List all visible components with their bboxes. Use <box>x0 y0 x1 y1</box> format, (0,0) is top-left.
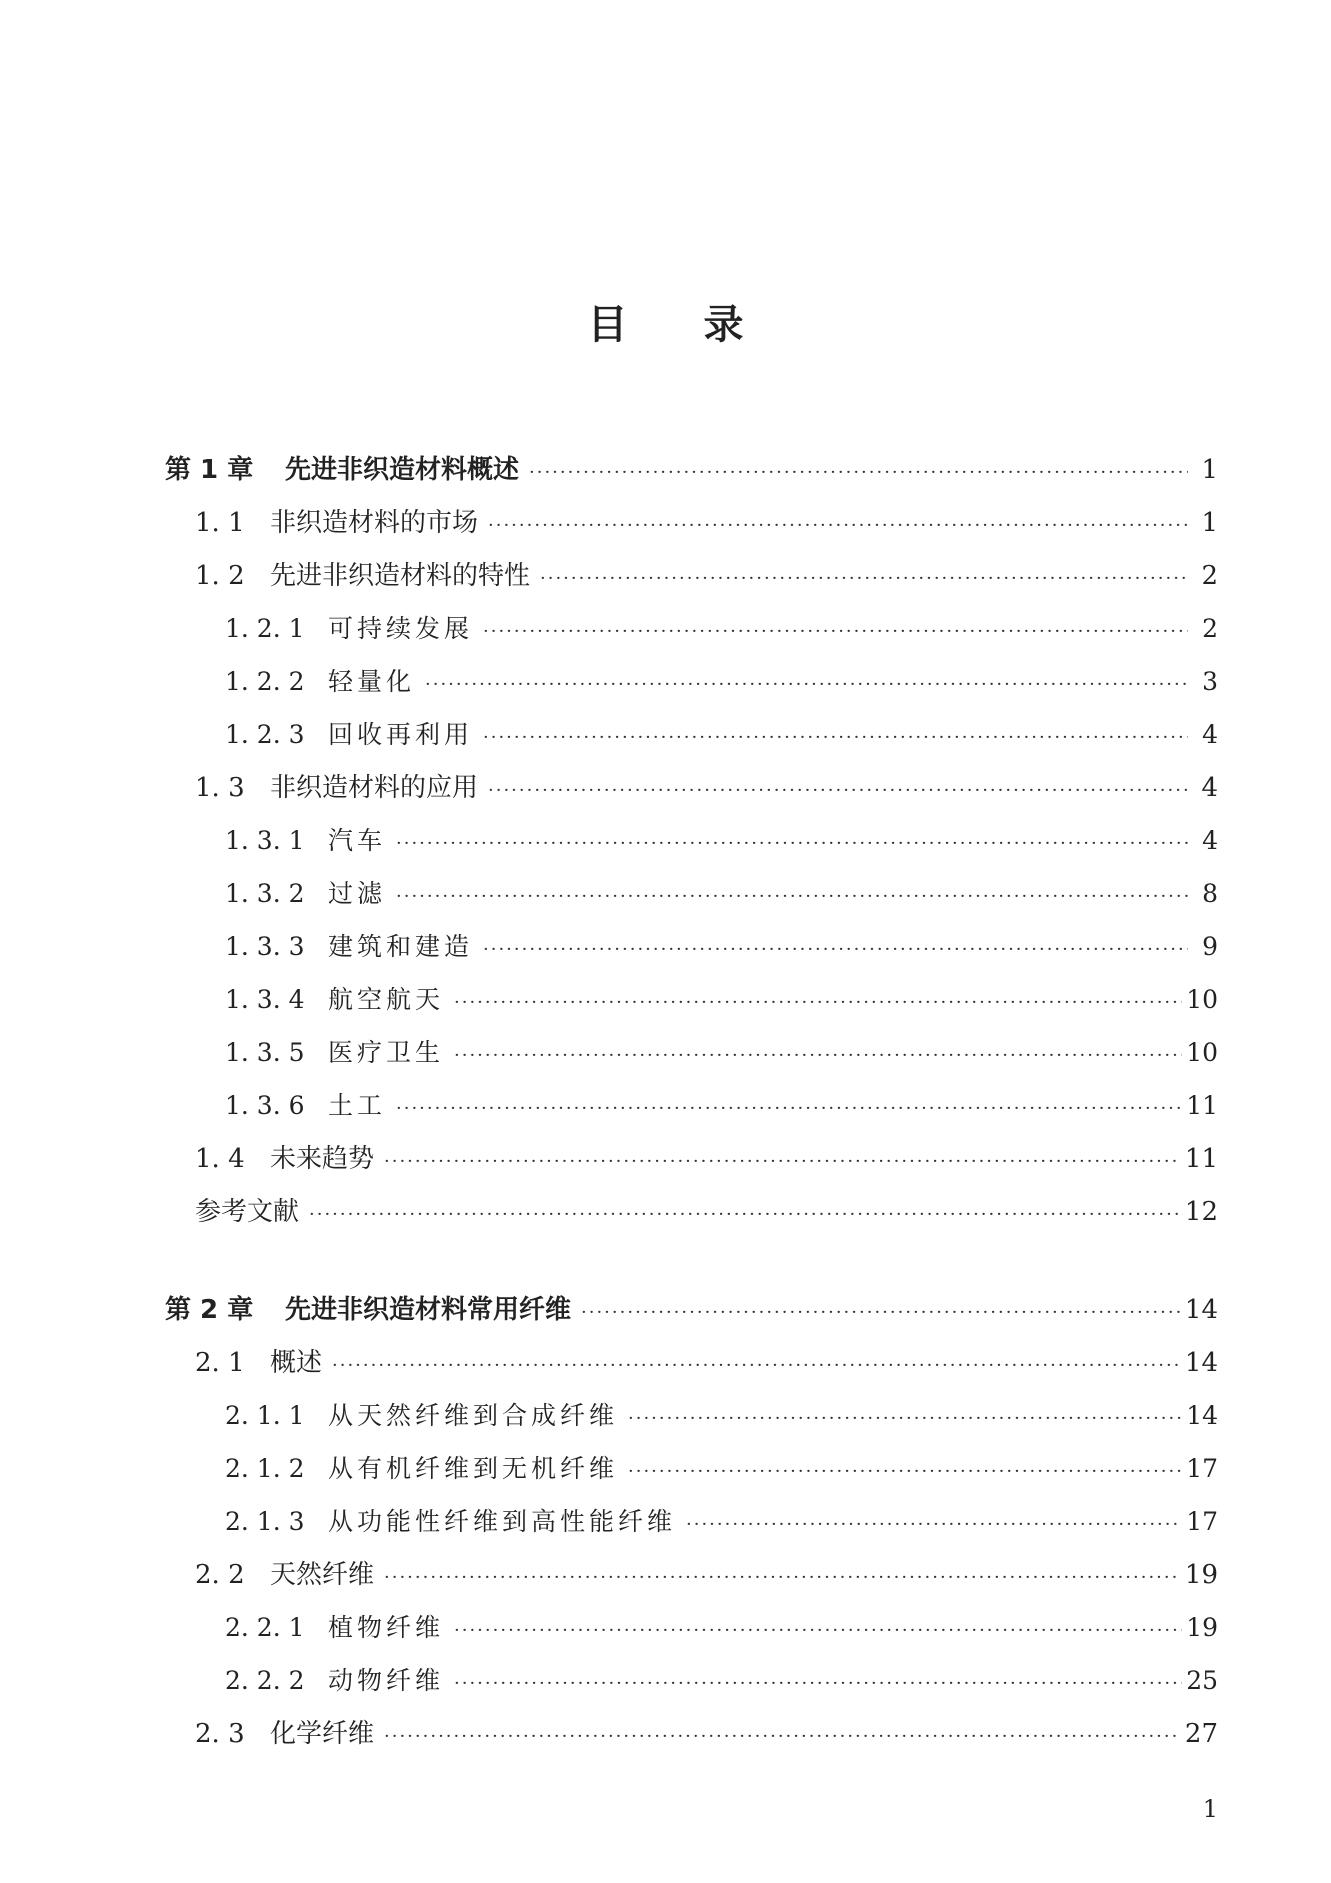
toc-label: 回收再利用 <box>328 720 474 749</box>
dot-leader <box>332 1346 1181 1386</box>
toc-number: 2. 2 <box>195 1560 245 1590</box>
toc-number: 1. 3. 6 <box>225 1091 305 1120</box>
toc-page: 9 <box>1202 932 1218 961</box>
toc-label: 天然纤维 <box>270 1560 375 1590</box>
toc-page: 19 <box>1186 1613 1218 1642</box>
toc-label: 动物纤维 <box>328 1666 445 1695</box>
dot-leader <box>628 1452 1182 1492</box>
toc-chapter-2[interactable] <box>165 1290 1218 1330</box>
toc-page: 11 <box>1184 1144 1218 1174</box>
page-title: 目录 <box>587 302 820 348</box>
toc-section-2-2[interactable] <box>195 1555 1218 1595</box>
toc-label: 先进非织造材料的特性 <box>270 561 531 591</box>
toc-section-1-2[interactable] <box>195 556 1218 596</box>
toc-subsection-1-3-1[interactable] <box>225 821 1218 861</box>
toc-subsection-1-2-1[interactable] <box>225 609 1218 649</box>
toc-number: 2. 3 <box>195 1719 245 1749</box>
toc-subsection-1-2-3[interactable] <box>225 715 1218 755</box>
toc-chapter-1[interactable] <box>165 450 1218 490</box>
dot-leader <box>384 1717 1181 1757</box>
toc-subsection-1-3-5[interactable] <box>225 1033 1218 1073</box>
toc-page: 11 <box>1186 1091 1218 1120</box>
toc-page: 10 <box>1186 985 1218 1014</box>
toc-label: 概述 <box>270 1348 323 1378</box>
toc-subsection-2-1-2[interactable] <box>225 1449 1218 1489</box>
dot-leader <box>529 453 1188 493</box>
toc-section-1-1[interactable] <box>195 503 1218 543</box>
dot-leader <box>581 1293 1181 1333</box>
toc-label: 从有机纤维到无机纤维 <box>328 1454 619 1483</box>
dot-leader <box>454 1664 1182 1704</box>
toc-label: 医疗卫生 <box>328 1038 445 1067</box>
toc-page: 8 <box>1202 879 1218 908</box>
toc-subsection-1-3-4[interactable] <box>225 980 1218 1020</box>
toc-label: 先进非织造材料概述 <box>285 455 520 485</box>
toc-label: 轻量化 <box>328 667 416 696</box>
toc-page: 1 <box>1201 508 1218 538</box>
toc-page: 19 <box>1184 1560 1218 1590</box>
toc-number: 第 2 章 <box>165 1295 254 1325</box>
toc-label: 过滤 <box>328 879 387 908</box>
dot-leader <box>425 665 1188 705</box>
toc-number: 1. 3. 2 <box>225 879 305 908</box>
toc-number: 1. 2 <box>195 561 245 591</box>
dot-leader <box>483 718 1188 758</box>
toc-number: 1. 3. 4 <box>225 985 305 1014</box>
toc-page: 2 <box>1201 561 1218 591</box>
toc-page: 1 <box>1201 455 1218 485</box>
toc-page: 4 <box>1201 773 1218 803</box>
toc-label: 从天然纤维到合成纤维 <box>328 1401 619 1430</box>
dot-leader <box>454 983 1182 1023</box>
toc-label: 参考文献 <box>195 1197 300 1227</box>
toc-label: 非织造材料的应用 <box>270 773 479 803</box>
toc-number: 1. 2. 2 <box>225 667 305 696</box>
toc-page: 12 <box>1184 1197 1218 1227</box>
toc-section-1-3[interactable] <box>195 768 1218 808</box>
toc-page: 14 <box>1184 1348 1218 1378</box>
toc-number: 2. 1 <box>195 1348 245 1378</box>
toc-number: 2. 2. 1 <box>225 1613 305 1642</box>
toc-references-ch1[interactable] <box>195 1192 1218 1232</box>
toc-number: 1. 3 <box>195 773 245 803</box>
dot-leader <box>396 824 1188 864</box>
dot-leader <box>396 877 1188 917</box>
dot-leader <box>488 771 1188 811</box>
toc-label: 可持续发展 <box>328 614 474 643</box>
toc-label: 先进非织造材料常用纤维 <box>285 1295 572 1325</box>
toc-page: 4 <box>1202 826 1218 855</box>
dot-leader <box>396 1089 1182 1129</box>
dot-leader <box>454 1611 1182 1651</box>
toc-subsection-2-1-3[interactable] <box>225 1502 1218 1542</box>
dot-leader <box>488 506 1188 546</box>
toc-number: 2. 2. 2 <box>225 1666 305 1695</box>
toc-page: 4 <box>1202 720 1218 749</box>
toc-subsection-1-3-2[interactable] <box>225 874 1218 914</box>
toc-number: 1. 4 <box>195 1144 245 1174</box>
toc-label: 土工 <box>328 1091 387 1120</box>
dot-leader <box>309 1195 1181 1235</box>
page-number: 1 <box>1202 1795 1218 1823</box>
dot-leader <box>384 1558 1181 1598</box>
toc-label: 汽车 <box>328 826 387 855</box>
dot-leader <box>540 559 1188 599</box>
toc-subsection-2-2-1[interactable] <box>225 1608 1218 1648</box>
toc-number: 2. 1. 2 <box>225 1454 305 1483</box>
toc-label: 航空航天 <box>328 985 445 1014</box>
dot-leader <box>686 1505 1182 1545</box>
toc-label: 从功能性纤维到高性能纤维 <box>328 1507 677 1536</box>
toc-subsection-1-3-6[interactable] <box>225 1086 1218 1126</box>
toc-label: 植物纤维 <box>328 1613 445 1642</box>
toc-number: 1. 2. 3 <box>225 720 305 749</box>
toc-number: 1. 3. 3 <box>225 932 305 961</box>
toc-page: 14 <box>1184 1295 1218 1325</box>
toc-section-2-1[interactable] <box>195 1343 1218 1383</box>
dot-leader <box>483 612 1188 652</box>
dot-leader <box>628 1399 1182 1439</box>
dot-leader <box>483 930 1188 970</box>
toc-number: 1. 1 <box>195 508 245 538</box>
toc-page: 17 <box>1186 1507 1218 1536</box>
toc-subsection-2-1-1[interactable] <box>225 1396 1218 1436</box>
toc-page: 14 <box>1186 1401 1218 1430</box>
toc-section-2-3[interactable] <box>195 1714 1218 1754</box>
toc-number: 2. 1. 1 <box>225 1401 305 1430</box>
toc-page: 2 <box>1202 614 1218 643</box>
toc-subsection-2-2-2[interactable] <box>225 1661 1218 1701</box>
dot-leader <box>384 1142 1181 1182</box>
toc-number: 第 1 章 <box>165 455 254 485</box>
toc-subsection-1-2-2[interactable] <box>225 662 1218 702</box>
toc-label: 化学纤维 <box>270 1719 375 1749</box>
toc-label: 非织造材料的市场 <box>270 508 479 538</box>
toc-label: 未来趋势 <box>270 1144 375 1174</box>
toc-page: 3 <box>1202 667 1218 696</box>
toc-page: 17 <box>1186 1454 1218 1483</box>
toc-page: 27 <box>1184 1719 1218 1749</box>
toc-number: 1. 2. 1 <box>225 614 305 643</box>
toc-page: 25 <box>1186 1666 1218 1695</box>
toc-number: 2. 1. 3 <box>225 1507 305 1536</box>
toc-number: 1. 3. 1 <box>225 826 305 855</box>
toc-page: 10 <box>1186 1038 1218 1067</box>
toc-number: 1. 3. 5 <box>225 1038 305 1067</box>
dot-leader <box>454 1036 1182 1076</box>
toc-subsection-1-3-3[interactable] <box>225 927 1218 967</box>
toc-section-1-4[interactable] <box>195 1139 1218 1179</box>
toc-label: 建筑和建造 <box>328 932 474 961</box>
